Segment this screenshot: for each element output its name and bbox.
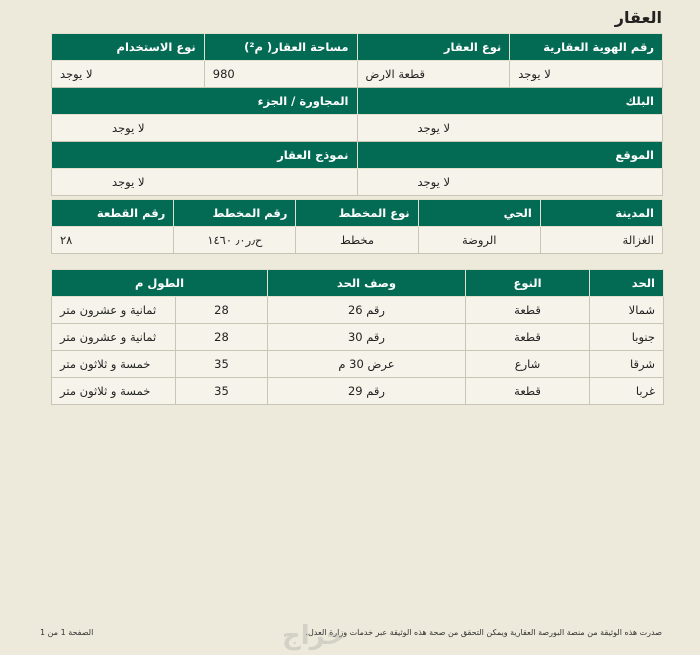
cell-desc: رقم 29 [268, 378, 466, 405]
footer-note: صدرت هذه الوثيقة من منصة البورصة العقارية ويمكن التحقق من صحة هذه الوثيقة عبر خدمات وزارة العدل. [305, 628, 662, 637]
value-district: الروضة [418, 227, 540, 254]
header-description: وصف الحد [268, 270, 466, 297]
table-row [52, 324, 664, 351]
address-table [51, 199, 663, 254]
watermark-logo: حراج [282, 621, 345, 651]
value-type: قطعة الارض [357, 61, 510, 88]
cell-length-number: 28 [176, 297, 268, 324]
cell-length-number: 35 [176, 351, 268, 378]
value-area: 980 [204, 61, 357, 88]
cell-length-text: ثمانية و عشرون متر [52, 297, 176, 324]
cell-side: غربا [590, 378, 664, 405]
table-row [52, 378, 664, 405]
header-area: مساحة العقار( م²) [204, 34, 357, 61]
header-usage: نوع الاستخدام [52, 34, 205, 61]
value-id: لا يوجد [510, 61, 663, 88]
header-district: الحي [418, 200, 540, 227]
boundaries-table [51, 269, 664, 405]
header-plan-number: رقم المخطط [174, 200, 296, 227]
cell-desc: عرض 30 م [268, 351, 466, 378]
footer-page-number: الصفحة 1 من 1 [40, 628, 94, 637]
value-plot-number: ٢٨ [52, 227, 174, 254]
cell-length-text: خمسة و ثلاثون متر [52, 351, 176, 378]
value-city: الغزالة [540, 227, 662, 254]
cell-length-text: خمسة و ثلاثون متر [52, 378, 176, 405]
page-title: العقار [614, 8, 662, 27]
header-plan-type: نوع المخطط [296, 200, 418, 227]
property-table [51, 33, 663, 196]
header-neighbor: المجاورة / الجزء [52, 88, 358, 115]
value-block: لا يوجد [357, 115, 663, 142]
cell-side: جنوبا [590, 324, 664, 351]
value-location: لا يوجد [357, 169, 663, 196]
value-model: لا يوجد [52, 169, 358, 196]
cell-type: قطعة [466, 324, 590, 351]
header-type: نوع العقار [357, 34, 510, 61]
value-plan-type: مخطط [296, 227, 418, 254]
header-length: الطول م [52, 270, 268, 297]
header-id: رقم الهوية العقارية [510, 34, 663, 61]
header-side: الحد [590, 270, 664, 297]
header-plot-number: رقم القطعة [52, 200, 174, 227]
cell-length-number: 35 [176, 378, 268, 405]
value-neighbor: لا يوجد [52, 115, 358, 142]
table-row [52, 297, 664, 324]
value-plan-number: ح٫ر٫٠ ١٤٦٠ [174, 227, 296, 254]
header-city: المدينة [540, 200, 662, 227]
header-boundary-type: النوع [466, 270, 590, 297]
cell-side: شرقا [590, 351, 664, 378]
cell-type: قطعة [466, 297, 590, 324]
header-location: الموقع [357, 142, 663, 169]
header-model: نموذج العقار [52, 142, 358, 169]
value-usage: لا يوجد [52, 61, 205, 88]
cell-desc: رقم 30 [268, 324, 466, 351]
cell-length-text: ثمانية و عشرون متر [52, 324, 176, 351]
table-row [52, 351, 664, 378]
cell-type: قطعة [466, 378, 590, 405]
cell-length-number: 28 [176, 324, 268, 351]
cell-desc: رقم 26 [268, 297, 466, 324]
header-block: البلك [357, 88, 663, 115]
cell-type: شارع [466, 351, 590, 378]
cell-side: شمالا [590, 297, 664, 324]
